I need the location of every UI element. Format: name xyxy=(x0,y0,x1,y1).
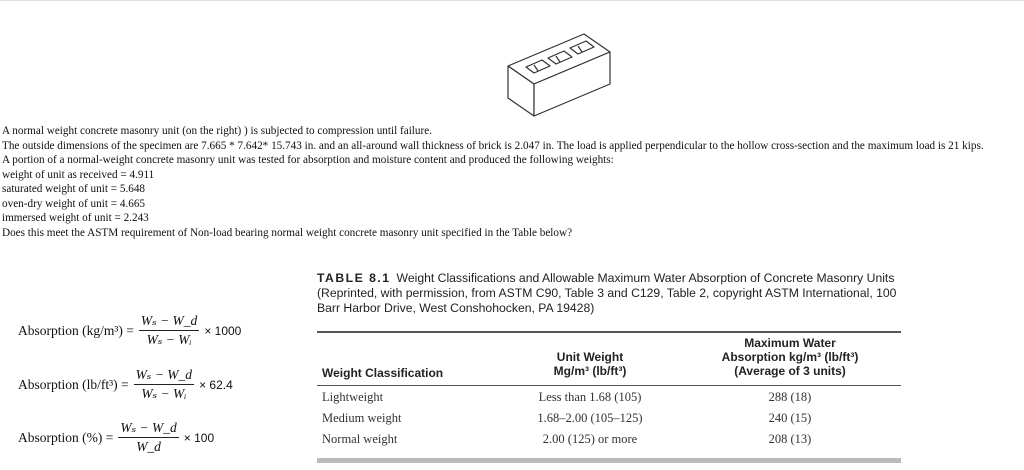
problem-statement xyxy=(2,124,1022,240)
cell-absorption: 240 (15) xyxy=(768,411,812,425)
header-max-absorption-line: Absorption kg/m³ (lb/ft³) xyxy=(721,350,859,364)
cell-classification: Medium weight xyxy=(322,411,402,425)
cell-absorption: 288 (18) xyxy=(768,390,812,404)
table-label: TABLE 8.1 xyxy=(317,271,391,285)
problem-line: oven-dry weight of unit = 4.665 xyxy=(2,197,146,210)
formula-denominator: Wₛ − Wᵢ xyxy=(141,386,187,401)
problem-line: Does this meet the ASTM requirement of Non-load bearing normal weight concrete masonry unit specified in the Table below? xyxy=(2,226,573,239)
formula-fraction xyxy=(139,313,199,348)
formula-lhs: Absorption (kg/m³) = xyxy=(18,322,134,338)
formula-absorption-percent xyxy=(18,420,214,455)
concrete-block-illustration xyxy=(504,28,614,120)
table-header-rule xyxy=(317,385,901,386)
formula-multiplier: × 62.4 xyxy=(199,377,233,392)
table-bottom-rule xyxy=(317,458,901,463)
header-unit-weight xyxy=(510,350,670,378)
header-weight-classification: Weight Classification xyxy=(322,366,444,380)
problem-line: A normal weight concrete masonry unit (on the right) ) is subjected to compression until failure. xyxy=(2,125,432,137)
table-caption-text: Weight Classifications and Allowable Maximum Water Absorption of Concrete Masonry Units (Reprinted, with permission, from ASTM C90, Table 3 and C129, Table 2, copyright ASTM International, 100 Barr Harbor Drive, West Conshohocken, PA 19428) xyxy=(317,271,897,315)
formula-fraction xyxy=(134,367,194,402)
formula-numerator: Wₛ − W_d xyxy=(134,367,194,385)
table-top-rule xyxy=(317,331,901,333)
header-max-absorption-line: Maximum Water xyxy=(744,336,836,350)
problem-line: saturated weight of unit = 5.648 xyxy=(2,183,146,195)
cell-unit-weight: 1.68–2.00 (105–125) xyxy=(537,411,643,425)
problem-line: weight of unit as received = 4.911 xyxy=(2,168,155,181)
top-border xyxy=(0,0,1024,1)
formula-multiplier: × 100 xyxy=(183,430,215,445)
problem-line: A portion of a normal-weight concrete masonry unit was tested for absorption and moisture content and produced the following weights: xyxy=(2,154,614,166)
cell-classification: Lightweight xyxy=(322,390,384,404)
formula-lhs: Absorption (lb/ft³) = xyxy=(18,376,129,392)
header-max-absorption-line: (Average of 3 units) xyxy=(734,364,846,378)
formula-denominator: Wₛ − Wᵢ xyxy=(146,332,192,347)
problem-line: The outside dimensions of the specimen are 7.665 * 7.642* 15.743 in. and an all-around wall thickness of brick is 2.047 in. The load is applied perpendicular to the hollow cross-section and the maximum load is 21 kips. xyxy=(2,139,984,152)
cell-unit-weight: 2.00 (125) or more xyxy=(542,432,638,446)
cell-classification: Normal weight xyxy=(322,432,398,446)
formula-absorption-kg xyxy=(18,313,241,348)
formula-numerator: Wₛ − W_d xyxy=(118,420,178,438)
formula-absorption-lb xyxy=(18,367,233,402)
formula-fraction xyxy=(118,420,178,455)
problem-line: immersed weight of unit = 2.243 xyxy=(2,212,149,224)
header-max-absorption xyxy=(700,336,880,378)
cell-absorption: 208 (13) xyxy=(768,432,812,446)
formula-denominator: W_d xyxy=(136,439,161,454)
header-unit-weight-line: Mg/m³ (lb/ft³) xyxy=(553,364,627,378)
formula-numerator: Wₛ − W_d xyxy=(139,313,199,331)
formula-lhs: Absorption (%) = xyxy=(18,429,114,445)
cell-unit-weight: Less than 1.68 (105) xyxy=(538,390,642,404)
formula-multiplier: × 1000 xyxy=(204,323,242,338)
header-unit-weight-line: Unit Weight xyxy=(556,350,624,364)
table-caption xyxy=(317,271,897,316)
